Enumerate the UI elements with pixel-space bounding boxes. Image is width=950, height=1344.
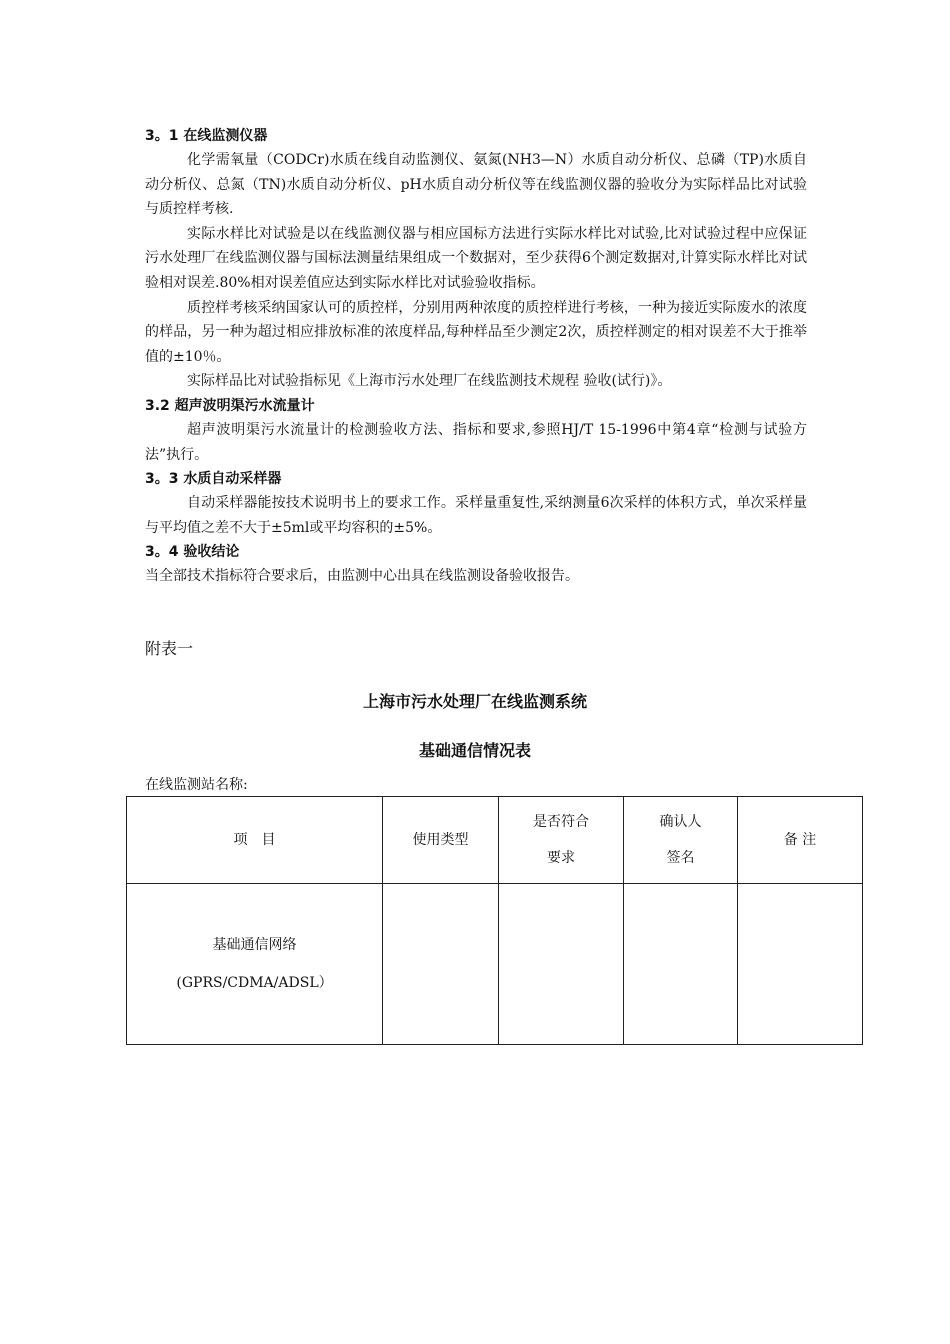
table-title: 上海市污水处理厂在线监测系统 bbox=[362, 692, 587, 711]
header-item: 项 目 bbox=[127, 797, 383, 884]
section-3-2-paragraph-1: 超声波明渠污水流量计的检测验收方法、指标和要求,参照HJ/T 15-1996中第4章“检测与试验方法”执行。 bbox=[145, 421, 807, 463]
body-text bbox=[145, 124, 807, 589]
section-3-3-heading: 3。3 水质自动采样器 bbox=[145, 471, 282, 488]
table-row bbox=[127, 884, 863, 1045]
section-3-1-paragraph-3: 质控样考核采纳国家认可的质控样，分别用两种浓度的质控样进行考核，一种为接近实际废水的浓度的样品，另一种为超过相应排放标准的浓度样品,每种样品至少测定2次，质控样测定的相对误差不大于推举值的±10％。 bbox=[145, 299, 807, 365]
appendix-label: 附表一 bbox=[145, 639, 194, 658]
table-header-row bbox=[127, 797, 863, 884]
header-meets-requirement: 是否符合 要求 bbox=[499, 797, 624, 884]
section-3-3-paragraph-1: 自动采样器能按技术说明书上的要求工作。采样量重复性,采纳测量6次采样的体积方式，单次采样量与平均值之差不大于±5ml或平均容积的±5%。 bbox=[145, 495, 807, 536]
table-subtitle: 基础通信情况表 bbox=[418, 741, 531, 760]
cell-confirmer-signature bbox=[624, 884, 738, 1045]
cell-item: 基础通信网络 (GPRS/CDMA/ADSL） bbox=[127, 884, 383, 1045]
header-confirmer-signature: 确认人 签名 bbox=[624, 797, 738, 884]
section-3-1-paragraph-4: 实际样品比对试验指标见《上海市污水处理厂在线监测技术规程 验收(试行)》。 bbox=[187, 373, 672, 390]
section-3-4-heading: 3。4 验收结论 bbox=[145, 544, 240, 561]
cell-type bbox=[383, 884, 499, 1045]
station-name-label: 在线监测站名称: bbox=[145, 777, 248, 793]
section-3-1-paragraph-1: 化学需氧量（CODCr)水质在线自动监测仪、氨氮(NH3—N）水质自动分析仪、总磷（TP)水质自动分析仪、总氮（TN)水质自动分析仪、pH水质自动分析仪等在线监测仪器的验收分为实际样品比对试验与质控样考核. bbox=[145, 152, 807, 218]
header-type: 使用类型 bbox=[383, 797, 499, 884]
cell-remark bbox=[738, 884, 863, 1045]
header-remark: 备 注 bbox=[738, 797, 863, 884]
section-3-2-heading: 3.2 超声波明渠污水流量计 bbox=[145, 397, 315, 414]
communication-table bbox=[126, 796, 863, 1045]
section-3-1-paragraph-2: 实际水样比对试验是以在线监测仪器与相应国标方法进行实际水样比对试验,比对试验过程中应保证污水处理厂在线监测仪器与国标法测量结果组成一个数据对，至少获得6个测定数据对,计算实际水样比对试验相对误差.80%相对误差值应达到实际水样比对试验验收指标。 bbox=[145, 225, 807, 291]
section-3-4-paragraph-1: 当全部技术指标符合要求后，由监测中心出具在线监测设备验收报告。 bbox=[145, 568, 579, 585]
cell-meets-requirement bbox=[499, 884, 624, 1045]
section-3-1-heading: 3。1 在线监测仪器 bbox=[145, 128, 268, 144]
